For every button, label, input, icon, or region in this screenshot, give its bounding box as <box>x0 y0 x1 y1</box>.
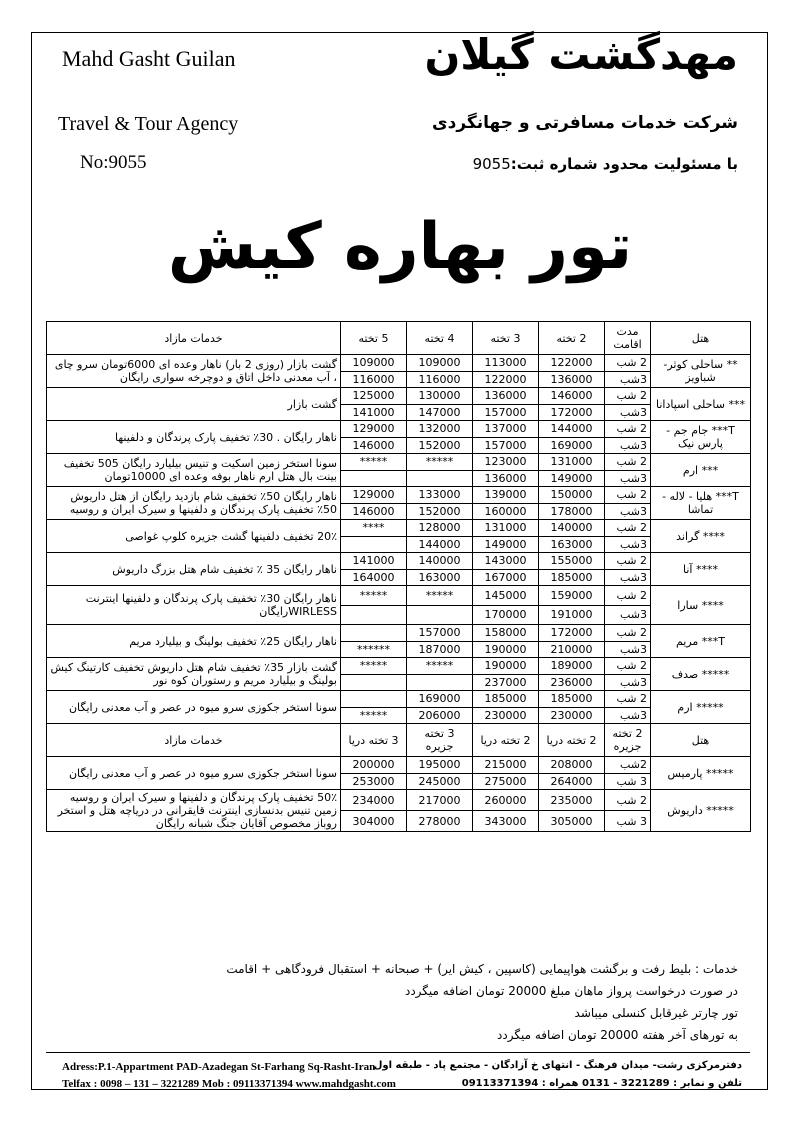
price-cell: 159000 <box>539 586 605 606</box>
hotel-cell: ***** صدف <box>651 658 751 691</box>
notes <box>58 958 738 1046</box>
price-cell: 200000 <box>341 757 407 774</box>
price-cell: 191000 <box>539 605 605 625</box>
column-header: 5 تخته <box>341 322 407 355</box>
stay-cell: 3شب <box>605 569 651 586</box>
price-cell: 152000 <box>407 503 473 520</box>
table-row <box>47 421 751 438</box>
price-cell: ***** <box>407 454 473 471</box>
price-cell: 155000 <box>539 553 605 570</box>
stay-cell: 3شب <box>605 707 651 724</box>
services-cell: ناهار رایگان . 30٪ تخفیف پارک پرندگان و دلفینها <box>47 421 341 454</box>
price-cell: 158000 <box>473 625 539 642</box>
table-row <box>47 388 751 405</box>
price-cell: 143000 <box>473 553 539 570</box>
price-cell: 195000 <box>407 757 473 774</box>
price-cell: 208000 <box>539 757 605 774</box>
price-table-wrap <box>46 321 750 832</box>
price-cell <box>341 625 407 642</box>
table-row <box>47 790 751 811</box>
price-cell: ***** <box>407 658 473 675</box>
price-cell: 178000 <box>539 503 605 520</box>
price-cell: 304000 <box>341 811 407 832</box>
price-cell: 172000 <box>539 625 605 642</box>
price-cell: 116000 <box>341 371 407 388</box>
price-cell: 160000 <box>473 503 539 520</box>
price-cell: 141000 <box>341 553 407 570</box>
price-cell: 133000 <box>407 487 473 504</box>
price-cell: 113000 <box>473 355 539 372</box>
price-cell: 149000 <box>473 536 539 553</box>
price-cell: 109000 <box>341 355 407 372</box>
services-cell: ناهار رایگان 30٪ تخفیف پارک پرندگان و دلفینها اینترنت WIRLESSرایگان <box>47 586 341 625</box>
price-cell: 305000 <box>539 811 605 832</box>
table-row <box>47 658 751 675</box>
footer-rule <box>46 1052 750 1053</box>
column-header: 2 تخته دریا <box>473 724 539 757</box>
stay-cell: 2 شب <box>605 691 651 708</box>
column-header: هتل <box>651 724 751 757</box>
price-cell: 215000 <box>473 757 539 774</box>
stay-cell: 2 شب <box>605 790 651 811</box>
price-cell: 146000 <box>341 503 407 520</box>
stay-cell: 3شب <box>605 605 651 625</box>
price-cell: 131000 <box>539 454 605 471</box>
table-row <box>47 520 751 537</box>
price-cell: 236000 <box>539 674 605 691</box>
price-cell: 157000 <box>473 404 539 421</box>
price-cell: 172000 <box>539 404 605 421</box>
price-cell: 169000 <box>407 691 473 708</box>
price-cell: 137000 <box>473 421 539 438</box>
column-header: 3 تخته <box>473 322 539 355</box>
column-header: هتل <box>651 322 751 355</box>
price-cell: 144000 <box>407 536 473 553</box>
price-cell: 253000 <box>341 773 407 790</box>
price-cell: 149000 <box>539 470 605 487</box>
hotel-cell: ** ساحلی کوثر- شباویز <box>651 355 751 388</box>
price-cell: 131000 <box>473 520 539 537</box>
price-cell: 163000 <box>407 569 473 586</box>
price-cell: 123000 <box>473 454 539 471</box>
price-cell: 122000 <box>539 355 605 372</box>
hotel-cell: **** سارا <box>651 586 751 625</box>
price-cell: 278000 <box>407 811 473 832</box>
price-cell: 140000 <box>407 553 473 570</box>
price-cell: 234000 <box>341 790 407 811</box>
price-cell: 136000 <box>473 388 539 405</box>
telfax-fa: تلفن و نمابر : 3221289 - 0131 همراه : 09113371394 <box>461 1078 742 1089</box>
registration-no-en: No:9055 <box>80 152 147 173</box>
services-cell: سونا استخر جکوزی سرو میوه در عصر و آب معدنی رایگان <box>47 757 341 790</box>
price-cell: 275000 <box>473 773 539 790</box>
price-cell: 187000 <box>407 641 473 658</box>
price-cell: 140000 <box>539 520 605 537</box>
price-cell: 217000 <box>407 790 473 811</box>
table-row <box>47 691 751 708</box>
stay-cell: 2 شب <box>605 658 651 675</box>
services-cell: 50٪ تخفیف پارک پرندگان و دلفینها و سیرک ایران و روسیه زمین تنیس بدنسازی اینترنت قایقرانی در دریاچه هتل و استخر روباز مخصوص آقایان جنگ شبانه رایگان <box>47 790 341 832</box>
price-cell: 146000 <box>539 388 605 405</box>
table-row <box>47 454 751 471</box>
table-header-row <box>47 724 751 757</box>
price-cell <box>341 674 407 691</box>
column-header: 4 تخته <box>407 322 473 355</box>
note-line: به تورهای آخر هفته 20000 تومان اضافه میگردد <box>497 1028 738 1042</box>
stay-cell: 3شب <box>605 404 651 421</box>
table-row <box>47 586 751 606</box>
hotel-cell: T*** جام جم - پارس نیک <box>651 421 751 454</box>
stay-cell: 2 شب <box>605 520 651 537</box>
table-row <box>47 487 751 504</box>
telfax-en: Telfax : 0098 – 131 – 3221289 Mob : 09113371394 www.mahdgasht.com <box>62 1078 396 1090</box>
price-cell: 125000 <box>341 388 407 405</box>
services-cell: سونا استخر جکوزی سرو میوه در عصر و آب معدنی رایگان <box>47 691 341 724</box>
price-cell: 152000 <box>407 437 473 454</box>
price-cell: 210000 <box>539 641 605 658</box>
column-header: خدمات مازاد <box>47 322 341 355</box>
column-header: مدت اقامت <box>605 322 651 355</box>
stay-cell: 2 شب <box>605 553 651 570</box>
price-cell: **** <box>341 520 407 537</box>
stay-cell: 2شب <box>605 757 651 774</box>
price-cell: 163000 <box>539 536 605 553</box>
address-en: Adress:P.1-Appartment PAD-Azadegan St-Farhang Sq-Rasht-Iran <box>62 1061 376 1073</box>
column-header: خدمات مازاد <box>47 724 341 757</box>
price-cell: ***** <box>341 586 407 606</box>
price-cell: 237000 <box>473 674 539 691</box>
price-cell: 136000 <box>539 371 605 388</box>
hotel-cell: *** ارم <box>651 454 751 487</box>
column-header: 2 تخته دریا <box>539 724 605 757</box>
agency-logo-fa: مهدگشت گیلان <box>424 30 738 79</box>
price-cell <box>341 605 407 625</box>
services-cell: ناهار رایگان 50٪ تخفیف شام بازدید رایگان از هتل داریوش 50٪ تخفیف پارک پرندگان و دلفینها و سیرک ایران و روسیه <box>47 487 341 520</box>
services-cell: 20٪ تخفیف دلفینها گشت جزیره کلوپ غواصی <box>47 520 341 553</box>
hotel-cell: ***** داریوش <box>651 790 751 832</box>
stay-cell: 3شب <box>605 437 651 454</box>
price-cell: ***** <box>341 454 407 471</box>
table-row <box>47 625 751 642</box>
price-cell: 189000 <box>539 658 605 675</box>
stay-cell: 3شب <box>605 641 651 658</box>
price-cell: 245000 <box>407 773 473 790</box>
note-line: تور چارتر غیرقابل کنسلی میباشد <box>574 1006 738 1020</box>
price-cell: 157000 <box>407 625 473 642</box>
stay-cell: 2 شب <box>605 487 651 504</box>
hotel-cell: **** آنا <box>651 553 751 586</box>
price-cell: 167000 <box>473 569 539 586</box>
services-cell: گشت بازار (روزی 2 بار) ناهار وعده ای 6000تومان سرو چای ، آب معدنی داخل اتاق و دوچرخه سواری رایگان <box>47 355 341 388</box>
stay-cell: 3شب <box>605 470 651 487</box>
price-cell: 129000 <box>341 487 407 504</box>
stay-cell: 2 شب <box>605 355 651 372</box>
price-table <box>46 321 751 832</box>
stay-cell: 3شب <box>605 503 651 520</box>
price-cell: 146000 <box>341 437 407 454</box>
price-cell: 129000 <box>341 421 407 438</box>
price-cell <box>341 470 407 487</box>
tour-title: تور بهاره کیش <box>167 210 633 284</box>
price-cell: 147000 <box>407 404 473 421</box>
hotel-cell: T*** هلیا - لاله - تماشا <box>651 487 751 520</box>
price-cell: 260000 <box>473 790 539 811</box>
price-cell: 206000 <box>407 707 473 724</box>
stay-cell: 3 شب <box>605 811 651 832</box>
services-cell: ناهار رایگان 35 ٪ تخفیف شام هتل بزرگ داریوش <box>47 553 341 586</box>
stay-cell: 3 شب <box>605 773 651 790</box>
services-cell: گشت بازار <box>47 388 341 421</box>
price-cell: ****** <box>341 641 407 658</box>
price-cell: ***** <box>341 707 407 724</box>
table-row <box>47 757 751 774</box>
stay-cell: 2 شب <box>605 388 651 405</box>
price-cell: 185000 <box>539 691 605 708</box>
price-cell: 128000 <box>407 520 473 537</box>
note-line: در صورت درخواست پرواز ماهان مبلغ 20000 تومان اضافه میگردد <box>404 984 738 998</box>
price-cell: 230000 <box>539 707 605 724</box>
price-cell: 185000 <box>473 691 539 708</box>
address-fa: دفترمرکزی رشت- میدان فرهنگ - انتهای خ آزادگان - مجتمع پاد - طبقه اول <box>373 1060 742 1071</box>
price-cell <box>341 536 407 553</box>
price-cell: 230000 <box>473 707 539 724</box>
price-cell: 132000 <box>407 421 473 438</box>
price-cell: 170000 <box>473 605 539 625</box>
stay-cell: 2 شب <box>605 421 651 438</box>
stay-cell: 3شب <box>605 371 651 388</box>
price-cell: 141000 <box>341 404 407 421</box>
column-header: 3 تخته جزیره <box>407 724 473 757</box>
price-cell: 139000 <box>473 487 539 504</box>
price-cell: 109000 <box>407 355 473 372</box>
price-cell: 144000 <box>539 421 605 438</box>
price-cell: 264000 <box>539 773 605 790</box>
price-cell: 169000 <box>539 437 605 454</box>
price-cell: 343000 <box>473 811 539 832</box>
agency-name-en: Mahd Gasht Guilan <box>62 46 236 71</box>
price-cell: 235000 <box>539 790 605 811</box>
stay-cell: 3شب <box>605 674 651 691</box>
price-cell: 116000 <box>407 371 473 388</box>
price-cell: 130000 <box>407 388 473 405</box>
price-cell: 122000 <box>473 371 539 388</box>
hotel-cell: *** ساحلی اسپادانا <box>651 388 751 421</box>
hotel-cell: **** گراند <box>651 520 751 553</box>
price-cell <box>341 691 407 708</box>
registration-fa <box>473 155 738 173</box>
price-cell: 164000 <box>341 569 407 586</box>
column-header: 2 تخته <box>539 322 605 355</box>
agency-type-fa: شرکت خدمات مسافرتی و جهانگردی <box>432 113 738 133</box>
stay-cell: 2 شب <box>605 454 651 471</box>
price-cell <box>407 674 473 691</box>
price-cell: 157000 <box>473 437 539 454</box>
hotel-cell: ***** ارم <box>651 691 751 724</box>
column-header: 3 تخته دریا <box>341 724 407 757</box>
registration-no-fa: 9055 <box>472 155 511 173</box>
table-row <box>47 553 751 570</box>
table-header-row <box>47 322 751 355</box>
price-cell: 150000 <box>539 487 605 504</box>
table-row <box>47 355 751 372</box>
services-cell: گشت بازار 35٪ تخفیف شام هتل داریوش تخفیف کارتینگ کیش بولینگ و بیلیارد مریم و رستوران کوه نور <box>47 658 341 691</box>
price-cell: 145000 <box>473 586 539 606</box>
note-line: خدمات : بلیط رفت و برگشت هواپیمایی (کاسپین ، کیش ایر) + صبحانه + استقبال فرودگاهی + اقامت <box>226 962 738 976</box>
stay-cell: 2 شب <box>605 625 651 642</box>
stay-cell: 3شب <box>605 536 651 553</box>
price-cell <box>407 470 473 487</box>
price-cell <box>407 605 473 625</box>
price-cell: 185000 <box>539 569 605 586</box>
agency-type-en: Travel & Tour Agency <box>58 113 239 135</box>
stay-cell: 2 شب <box>605 586 651 606</box>
services-cell: سونا استخر زمین اسکیت و تنیس بیلیارد رایگان 505 تخفیف بینت بال هتل ارم ناهار بوفه وعده ای 10000تومان <box>47 454 341 487</box>
services-cell: ناهار رایگان 25٪ تخفیف بولینگ و بیلیارد مریم <box>47 625 341 658</box>
hotel-cell: ***** پارمیس <box>651 757 751 790</box>
registration-label-fa: با مسئولیت محدود شماره ثبت: <box>510 155 738 173</box>
price-cell: 190000 <box>473 641 539 658</box>
price-cell: 190000 <box>473 658 539 675</box>
price-cell: 136000 <box>473 470 539 487</box>
hotel-cell: T*** مریم <box>651 625 751 658</box>
price-cell: ***** <box>341 658 407 675</box>
price-cell: ***** <box>407 586 473 606</box>
column-header: 2 تخته جزیره <box>605 724 651 757</box>
